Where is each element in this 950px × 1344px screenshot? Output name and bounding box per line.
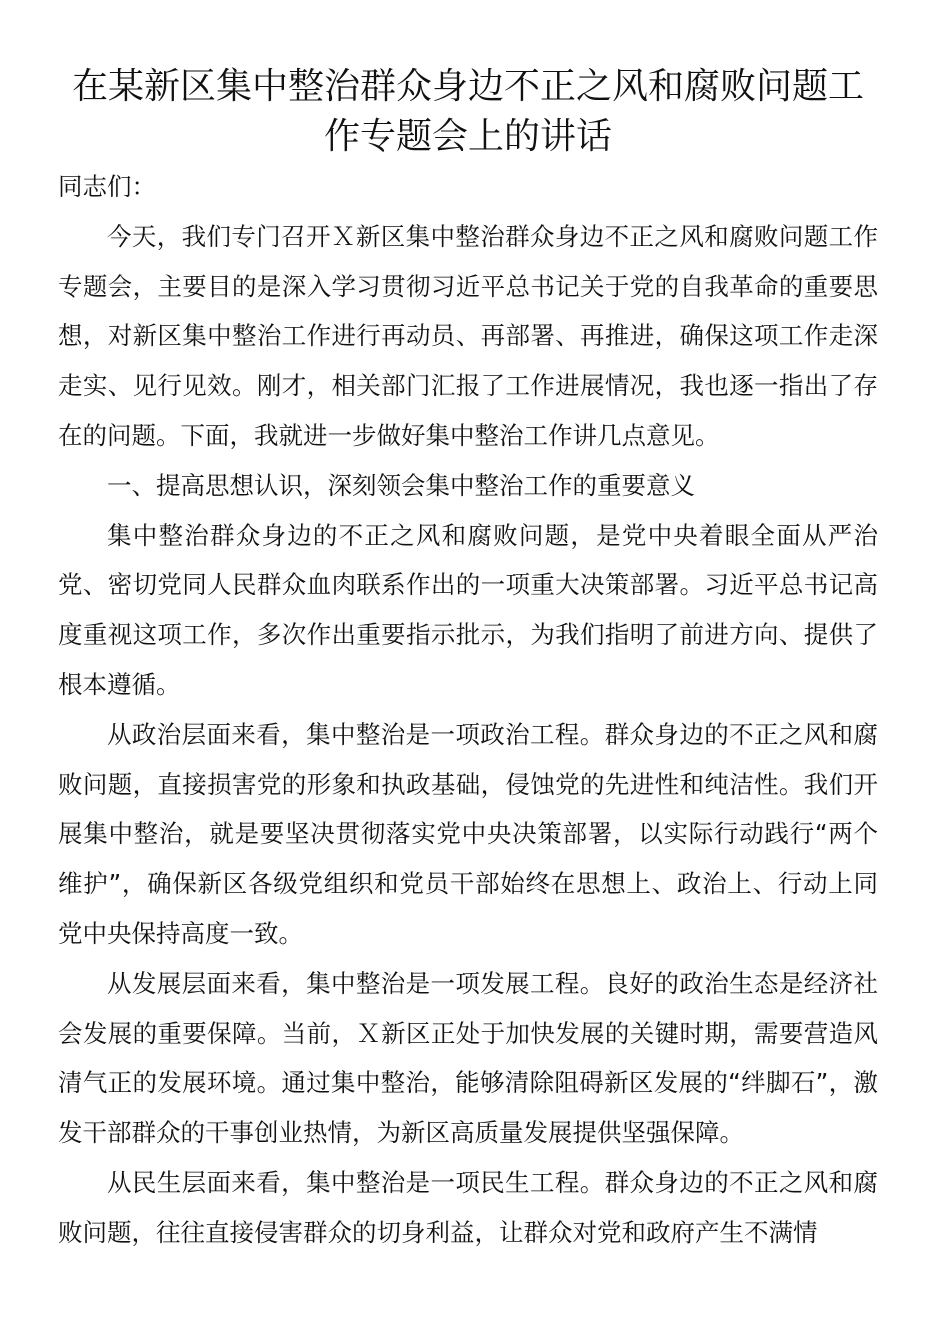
- paragraph-livelihood: 从民生层面来看，集中整治是一项民生工程。群众身边的不正之风和腐败问题，往往直接侵害群众的切身利益，让群众对党和政府产生不满情: [58, 1167, 878, 1247]
- paragraph-political: 从政治层面来看，集中整治是一项政治工程。群众身边的不正之风和腐败问题，直接损害党的形象和执政基础，侵蚀党的先进性和纯洁性。我们开展集中整治，就是要坚决贯彻落实党中央决策部署，以实际行动践行“两个维护”，确保新区各级党组织和党员干部始终在思想上、政治上、行动上同党中央保持高度一致。: [58, 719, 878, 948]
- paragraph-intro: 今天，我们专门召开Ｘ新区集中整治群众身边不正之风和腐败问题工作专题会，主要目的是深入学习贯彻习近平总书记关于党的自我革命的重要思想，对新区集中整治工作进行再动员、再部署、再推进，确保这项工作走深走实、见行见效。刚才，相关部门汇报了工作进展情况，我也逐一指出了存在的问题。下面，我就进一步做好集中整治工作讲几点意见。: [58, 221, 878, 450]
- document-title: 在某新区集中整治群众身边不正之风和腐败问题工作专题会上的讲话: [71, 66, 864, 157]
- paragraph-development: 从发展层面来看，集中整治是一项发展工程。良好的政治生态是经济社会发展的重要保障。当前，Ｘ新区正处于加快发展的关键时期，需要营造风清气正的发展环境。通过集中整治，能够清除阻碍新区发展的“绊脚石”，激发干部群众的干事创业热情，为新区高质量发展提供坚强保障。: [58, 968, 878, 1148]
- section-heading-1: 一、提高思想认识，深刻领会集中整治工作的重要意义: [107, 470, 695, 500]
- salutation: 同志们：: [58, 172, 156, 201]
- paragraph-significance: 集中整治群众身边的不正之风和腐败问题，是党中央着眼全面从严治党、密切党同人民群众血肉联系作出的一项重大决策部署。习近平总书记高度重视这项工作，多次作出重要指示批示，为我们指明了前进方向、提供了根本遵循。: [58, 520, 878, 699]
- document-page: [58, 62, 878, 1258]
